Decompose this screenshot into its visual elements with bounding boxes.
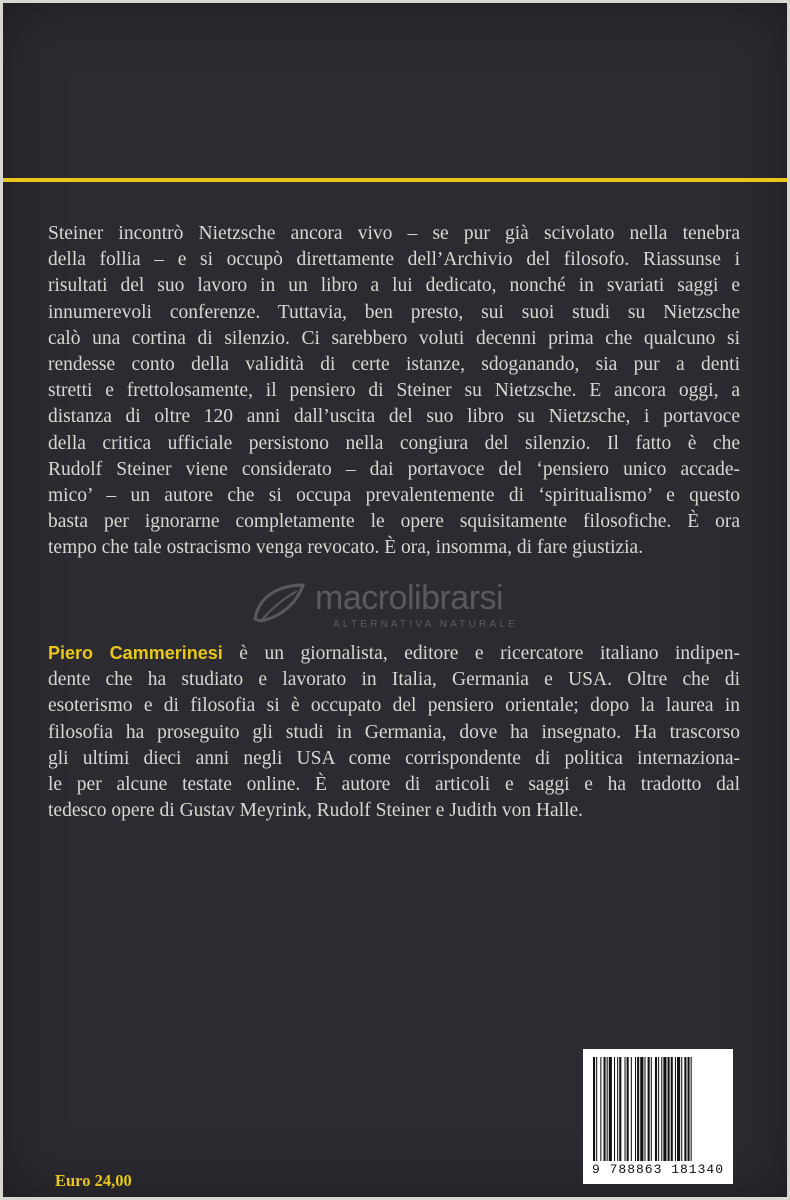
barcode-bar: [604, 1057, 606, 1161]
synopsis-paragraph: [48, 221, 740, 562]
barcode-bar: [648, 1057, 650, 1161]
barcode-bar: [637, 1057, 639, 1161]
barcode-bar: [655, 1057, 657, 1161]
watermark-tagline: ALTERNATIVA NATURALE: [333, 619, 518, 630]
synopsis-line: Rudolf Steiner viene considerato – dai portavoce del ‘pensiero unico accade-: [48, 458, 740, 480]
barcode-bar: [627, 1057, 629, 1161]
leaf-logo-icon: [251, 581, 307, 627]
synopsis-line: distanza di oltre 120 anni dall’uscita del suo libro su Nietzsche, i portavoce: [48, 406, 740, 428]
macrolibrarsi-watermark: [251, 577, 541, 637]
barcode-bars: [589, 1057, 727, 1161]
barcode-bar: [593, 1057, 595, 1161]
barcode: [583, 1049, 733, 1184]
synopsis-line: innumerevoli conferenze. Tuttavia, ben presto, sui suoi studi su Nietzsche: [48, 301, 740, 323]
barcode-bar: [619, 1057, 621, 1161]
author-bio-line: esoterismo e di filosofia si è occupato del pensiero orientale; dopo la laurea in: [48, 695, 740, 717]
barcode-bar: [609, 1057, 612, 1161]
barcode-bar: [675, 1057, 676, 1161]
barcode-bar: [688, 1057, 690, 1161]
barcode-bar: [635, 1057, 636, 1161]
barcode-bar: [684, 1057, 686, 1161]
barcode-bar: [677, 1057, 680, 1161]
barcode-bar: [663, 1057, 666, 1161]
barcode-bar: [644, 1057, 645, 1161]
synopsis-line: tempo che tale ostracismo venga revocato. È ora, insomma, di fare giustizia.: [48, 537, 644, 559]
barcode-bar: [607, 1057, 608, 1161]
author-bio-line: gli ultimi dieci anni negli USA come corrispondente di politica internaziona-: [48, 747, 740, 769]
barcode-bar: [681, 1057, 682, 1161]
author-bio-line: dente che ha studiato e lavorato in Italia, Germania e USA. Oltre che di: [48, 669, 740, 691]
author-bio-line: tedesco opere di Gustav Meyrink, Rudolf Steiner e Judith von Halle.: [48, 800, 584, 822]
synopsis-line: mico’ – un autore che si occupa prevalentemente di ‘spiritualismo’ e questo: [48, 485, 740, 507]
barcode-bar: [600, 1057, 601, 1161]
back-cover: [3, 3, 787, 1197]
synopsis-line: della critica ufficiale persistono nella congiura del silenzio. Il fatto è che: [48, 432, 740, 454]
isbn-number: 9 788863 181340: [591, 1162, 725, 1177]
author-bio-paragraph: [48, 640, 740, 824]
author-bio-line: [48, 640, 740, 667]
barcode-bar: [640, 1057, 643, 1161]
synopsis-line: basta per ignorarne completamente le opere squisitamente filosofiche. È ora: [48, 511, 740, 533]
synopsis-line: della follia – e si occupò direttamente dell’Archivio del filosofo. Riassunse i: [48, 249, 740, 271]
watermark-name: macrolibrarsi: [315, 579, 504, 617]
barcode-bar: [617, 1057, 618, 1161]
barcode-bar: [625, 1057, 626, 1161]
barcode-bar: [651, 1057, 652, 1161]
author-name: Piero Cammerinesi: [48, 643, 223, 663]
author-bio-first-line: è un giornalista, editore e ricercatore italiano indipen-: [222, 643, 740, 664]
price-label: Euro 24,00: [55, 1171, 132, 1190]
synopsis-line: Steiner incontrò Nietzsche ancora vivo – se pur già scivolato nella tenebra: [48, 223, 740, 244]
synopsis-line: risultati del suo lavoro in un libro a lui dedicato, nonché in svariati saggi e: [48, 275, 740, 297]
author-bio-line: le per alcune testate online. È autore di articoli e saggi e ha tradotto dal: [48, 774, 740, 796]
barcode-bar: [658, 1057, 659, 1161]
synopsis-line: rendesse conto della validità di certe istanze, sdoganando, sia pur a denti: [48, 354, 740, 376]
barcode-bar: [691, 1057, 692, 1161]
accent-rule: [3, 178, 787, 182]
barcode-bar: [668, 1057, 670, 1161]
barcode-bar: [631, 1057, 632, 1161]
barcode-bar: [614, 1057, 615, 1161]
author-bio-line: filosofia ha proseguito gli studi in Germania, dove ha insegnato. Ha trascorso: [48, 721, 740, 743]
barcode-bar: [671, 1057, 673, 1161]
synopsis-line: stretti e frettolosamente, il pensiero di Steiner su Nietzsche. E ancora oggi, a: [48, 380, 740, 402]
barcode-bar: [596, 1057, 597, 1161]
synopsis-line: calò una cortina di silenzio. Ci sarebbero voluti decenni prima che qualcuno si: [48, 327, 740, 349]
barcode-bar: [661, 1057, 662, 1161]
